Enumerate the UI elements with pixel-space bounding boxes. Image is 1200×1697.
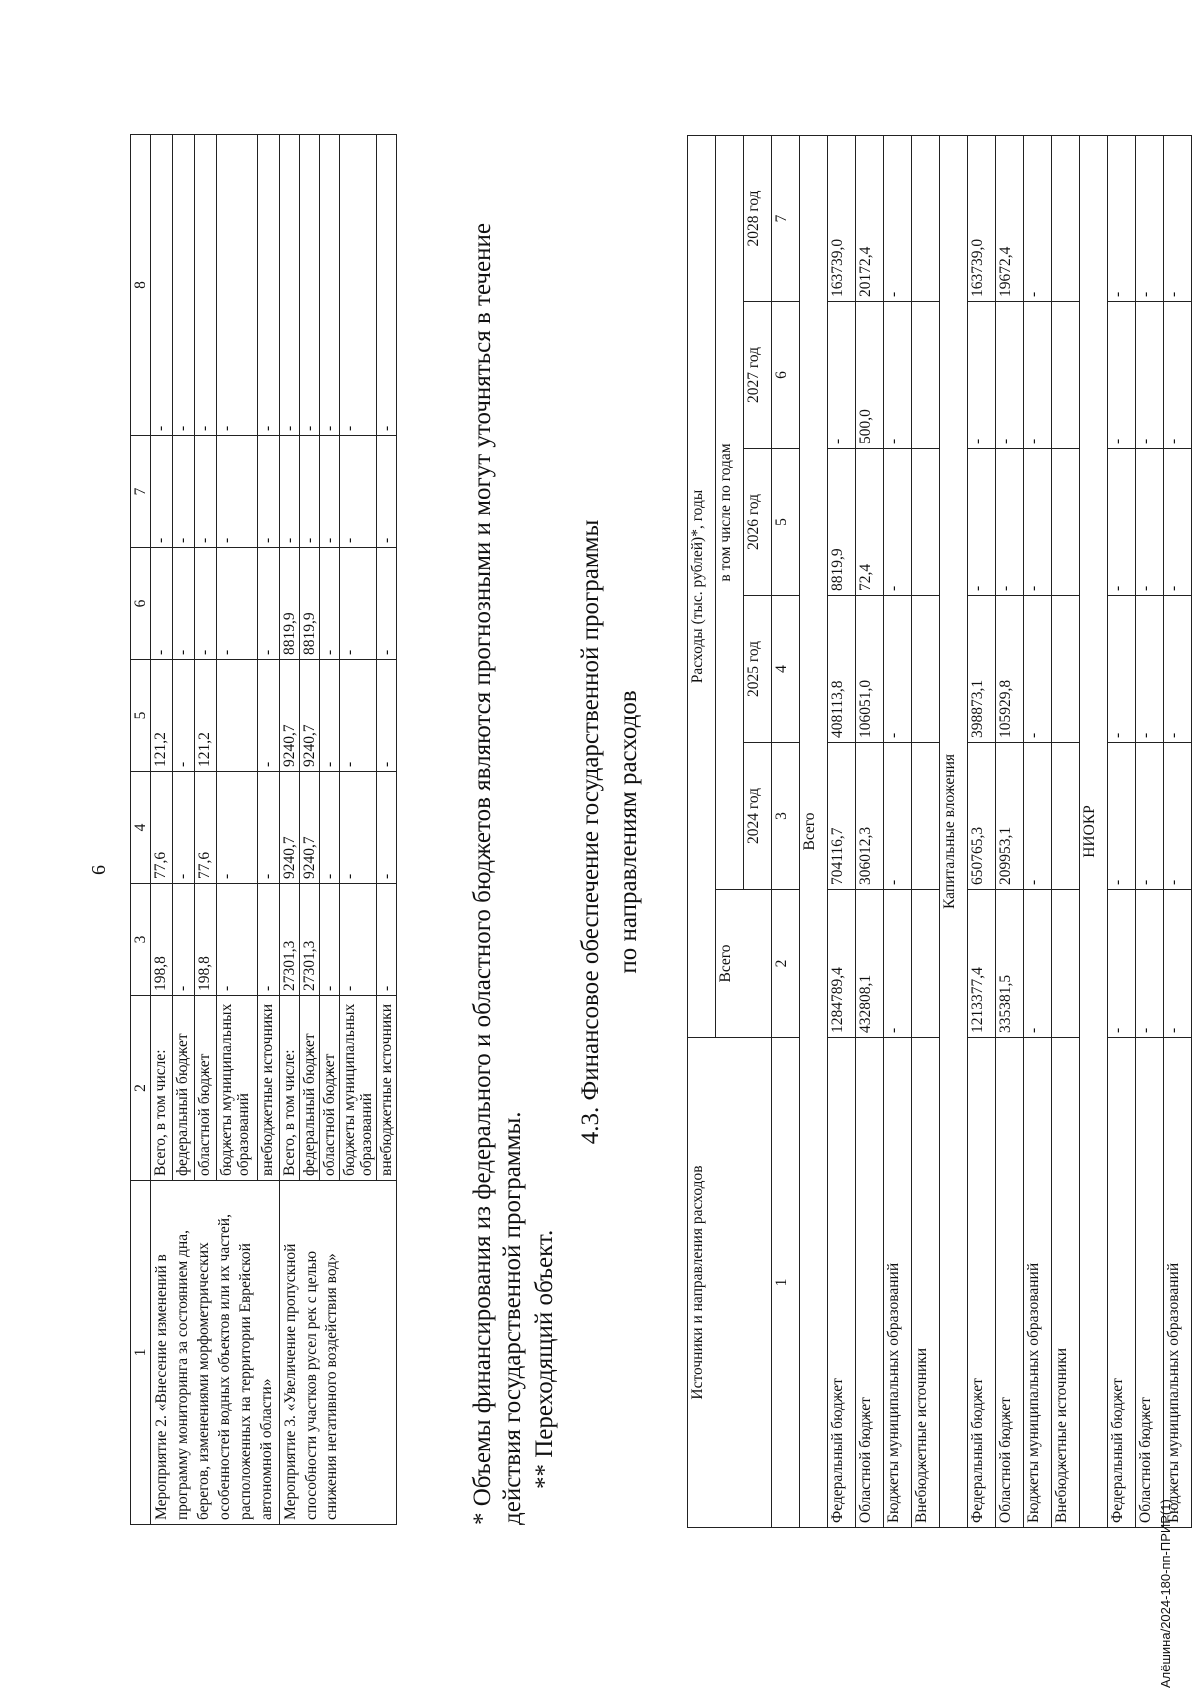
column-number: 1 [131,1181,151,1525]
header-year: 2024 год [744,743,772,890]
column-number: 4 [131,772,151,884]
funding-value: 9240,7 [279,660,299,772]
funding-source: федеральный бюджет [173,996,195,1181]
funding-value: 27301,3 [279,884,299,996]
funding-value: - [376,135,396,436]
expense-source: Областной бюджет [856,1038,884,1528]
column-number: 7 [772,135,800,301]
funding-value: - [257,436,279,548]
funding-value [216,660,257,772]
expense-source: Бюджеты муниципальных образований [1164,1038,1192,1528]
funding-value: - [319,436,339,548]
funding-value: - [376,884,396,996]
funding-source: Всего, в том числе: [151,996,173,1181]
expense-source: Бюджеты муниципальных образований [1024,1038,1052,1528]
funding-value: - [257,135,279,436]
expense-value: - [1136,302,1164,449]
funding-value: - [319,660,339,772]
funding-value: - [173,772,195,884]
funding-source: бюджеты муниципальных образований [216,996,257,1181]
section-title-cell: Всего [800,135,828,1527]
expense-value: 20172,4 [856,135,884,301]
funding-value: 9240,7 [299,772,319,884]
expense-value: - [884,890,912,1038]
column-number: 6 [131,548,151,660]
funding-value: 8819,9 [279,548,299,660]
funding-value: - [376,548,396,660]
funding-value: - [216,772,257,884]
expense-value: - [968,449,996,596]
expense-value: - [1164,596,1192,743]
expense-value: 72,4 [856,449,884,596]
expense-value: 163739,0 [968,135,996,301]
funding-value: - [173,135,195,436]
table1-row [151,135,173,1525]
measures-funding-table [130,134,397,1525]
funding-value: - [376,772,396,884]
funding-value: - [299,135,319,436]
expense-value [1052,890,1080,1038]
expense-value [912,890,940,1038]
expense-source: Внебюджетные источники [912,1038,940,1528]
funding-value: - [339,436,376,548]
expense-value: 704116,7 [828,743,856,890]
footer-doc-id-box [1158,1408,1172,1688]
funding-value: - [339,548,376,660]
expense-value: - [1024,890,1052,1038]
expense-source: Федеральный бюджет [828,1038,856,1528]
expense-value: - [1108,302,1136,449]
table1-row [279,135,299,1525]
column-number: 3 [772,743,800,890]
funding-value: - [173,884,195,996]
measure-name: Мероприятие 2. «Внесение изменений в программу мониторинга за состоянием дна, берегов, изменениями морфометрических особенностей водных объектов или их частей, расположенных на территории Еврейской автономной области» [151,1181,280,1525]
expense-value: - [1108,890,1136,1038]
column-number: 5 [772,449,800,596]
expense-value: - [1136,743,1164,890]
funding-value: - [339,772,376,884]
funding-value: - [376,436,396,548]
expense-value: - [1164,302,1192,449]
column-number: 4 [772,596,800,743]
expense-row [968,135,996,1527]
funding-value: 121,2 [151,660,173,772]
funding-value: - [194,548,216,660]
expense-value: - [996,302,1024,449]
expense-value: - [1136,135,1164,301]
expense-value: - [996,449,1024,596]
column-number: 2 [131,996,151,1181]
section-title-cell: Капитальные вложения [940,135,968,1527]
funding-value: 198,8 [151,884,173,996]
header-year: 2027 год [744,302,772,449]
expense-value: - [1164,135,1192,301]
funding-value: - [151,548,173,660]
funding-value: - [339,135,376,436]
funding-value: - [216,135,257,436]
expense-source: Федеральный бюджет [1108,1038,1136,1528]
expense-value [1052,596,1080,743]
expense-value: 1213377,4 [968,890,996,1038]
section-row [1080,135,1108,1527]
funding-value: 77,6 [151,772,173,884]
section-row [940,135,968,1527]
section-row [800,135,828,1527]
expense-value [1052,302,1080,449]
expense-value: - [1108,743,1136,890]
funding-value: - [279,436,299,548]
funding-value: - [299,436,319,548]
funding-value: - [319,548,339,660]
expense-row [996,135,1024,1527]
section-title [572,397,647,1267]
expense-row [1136,135,1164,1527]
measure-name: Мероприятие 3. «Увеличение пропускной способности участков русел рек с целью снижения негативного воздействия вод» [279,1181,396,1525]
expense-value: - [884,135,912,301]
funding-source: внебюджетные источники [257,996,279,1181]
expense-value: - [1024,449,1052,596]
funding-value: - [319,884,339,996]
expense-value: - [1136,890,1164,1038]
funding-value: - [257,772,279,884]
funding-value: - [173,660,195,772]
expense-value [912,743,940,890]
expense-value: 432808,1 [856,890,884,1038]
expense-row [912,135,940,1527]
funding-source: областной бюджет [194,996,216,1181]
expense-value: - [1024,596,1052,743]
expense-value: 306012,3 [856,743,884,890]
expense-source: Внебюджетные источники [1052,1038,1080,1528]
expense-value: 650765,3 [968,743,996,890]
expense-value: 398873,1 [968,596,996,743]
expense-value: 105929,8 [996,596,1024,743]
page-number: 6 [88,865,110,875]
expense-value [912,302,940,449]
funding-value: - [173,436,195,548]
expense-source: Федеральный бюджет [968,1038,996,1528]
program-expenses-table [687,135,1192,1528]
funding-value: - [216,548,257,660]
expense-value: - [1024,302,1052,449]
funding-value: - [151,135,173,436]
header-year: 2025 год [744,596,772,743]
expense-row [884,135,912,1527]
funding-value: - [339,660,376,772]
funding-value: 8819,9 [299,548,319,660]
expense-value [1052,135,1080,301]
expense-row [1052,135,1080,1527]
funding-value: - [319,135,339,436]
column-number: 2 [772,890,800,1038]
funding-value: - [257,884,279,996]
funding-value: 9240,7 [279,772,299,884]
expense-value: 408113,8 [828,596,856,743]
column-number: 5 [131,660,151,772]
expense-value [912,449,940,596]
expense-row [856,135,884,1527]
column-number: 7 [131,436,151,548]
expense-value: - [968,302,996,449]
footer-doc-id: Алёшина/2024-180-пп-ПРИР(1) [1158,1499,1173,1688]
expense-value: 500,0 [856,302,884,449]
funding-value: 121,2 [194,660,216,772]
section-title-cell: НИОКР [1080,135,1108,1527]
expense-value: - [828,302,856,449]
section-title-line1: 4.3. Финансовое обеспечение государственной программы [577,519,604,1145]
expense-value: - [1136,449,1164,596]
expense-row [1108,135,1136,1527]
expense-value: 1284789,4 [828,890,856,1038]
header-year: 2026 год [744,449,772,596]
expense-value: 19672,4 [996,135,1024,301]
funding-value: - [216,884,257,996]
expense-value: - [1164,449,1192,596]
funding-value: - [216,436,257,548]
column-number: 3 [131,884,151,996]
funding-value: - [194,436,216,548]
expense-row [828,135,856,1527]
footnote-1: * Объемы финансирования из федерального и областного бюджетов являются прогнозными и могут уточняться в течение действия государственной программы. [469,223,526,1525]
column-number: 1 [772,1038,800,1528]
funding-source: федеральный бюджет [299,996,319,1181]
header-total: Всего [716,890,772,1038]
expense-value: - [884,743,912,890]
expense-value: 209953,1 [996,743,1024,890]
funding-value: - [151,436,173,548]
expense-value: - [1024,743,1052,890]
expense-source: Областной бюджет [996,1038,1024,1528]
expense-row [1024,135,1052,1527]
expense-value [912,135,940,301]
funding-source: Всего, в том числе: [279,996,299,1181]
funding-value: 77,6 [194,772,216,884]
expense-value: 106051,0 [856,596,884,743]
expense-value: - [1164,743,1192,890]
funding-value: - [194,135,216,436]
section-title-line2: по направлениям расходов [614,690,642,974]
expense-value: 335381,5 [996,890,1024,1038]
funding-value: - [319,772,339,884]
expense-value [912,596,940,743]
funding-value: 27301,3 [299,884,319,996]
footnote-2: ** Переходящий объект. [531,1229,558,1489]
funding-value: - [279,135,299,436]
table1-header-row [131,135,151,1525]
header-year: 2028 год [744,135,772,301]
expense-source: Областной бюджет [1136,1038,1164,1528]
expense-value: - [884,449,912,596]
funding-source: областной бюджет [319,996,339,1181]
expense-row [1164,135,1192,1527]
expense-value [1052,449,1080,596]
funding-value: - [257,660,279,772]
expense-value: - [1136,596,1164,743]
funding-source: внебюджетные источники [376,996,396,1181]
header-sources: Источники и направления расходов [688,1038,772,1528]
funding-value: 198,8 [194,884,216,996]
funding-value: - [339,884,376,996]
expense-value: - [884,596,912,743]
funding-value: 9240,7 [299,660,319,772]
column-number: 6 [772,302,800,449]
expense-value: - [1164,890,1192,1038]
expense-value: - [1108,596,1136,743]
funding-value: - [257,548,279,660]
funding-value: - [173,548,195,660]
expense-value: 163739,0 [828,135,856,301]
expense-value: - [1108,449,1136,596]
column-number: 8 [131,135,151,436]
expense-value: - [1108,135,1136,301]
expense-value: - [1024,135,1052,301]
header-by-year: в том числе по годам [716,135,744,889]
expense-value: 8819,9 [828,449,856,596]
funding-source: бюджеты муниципальных образований [339,996,376,1181]
funding-value: - [376,660,396,772]
expense-value: - [884,302,912,449]
expense-source: Бюджеты муниципальных образований [884,1038,912,1528]
expense-value [1052,743,1080,890]
header-expenses: Расходы (тыс. рублей)*, годы [688,135,716,1037]
